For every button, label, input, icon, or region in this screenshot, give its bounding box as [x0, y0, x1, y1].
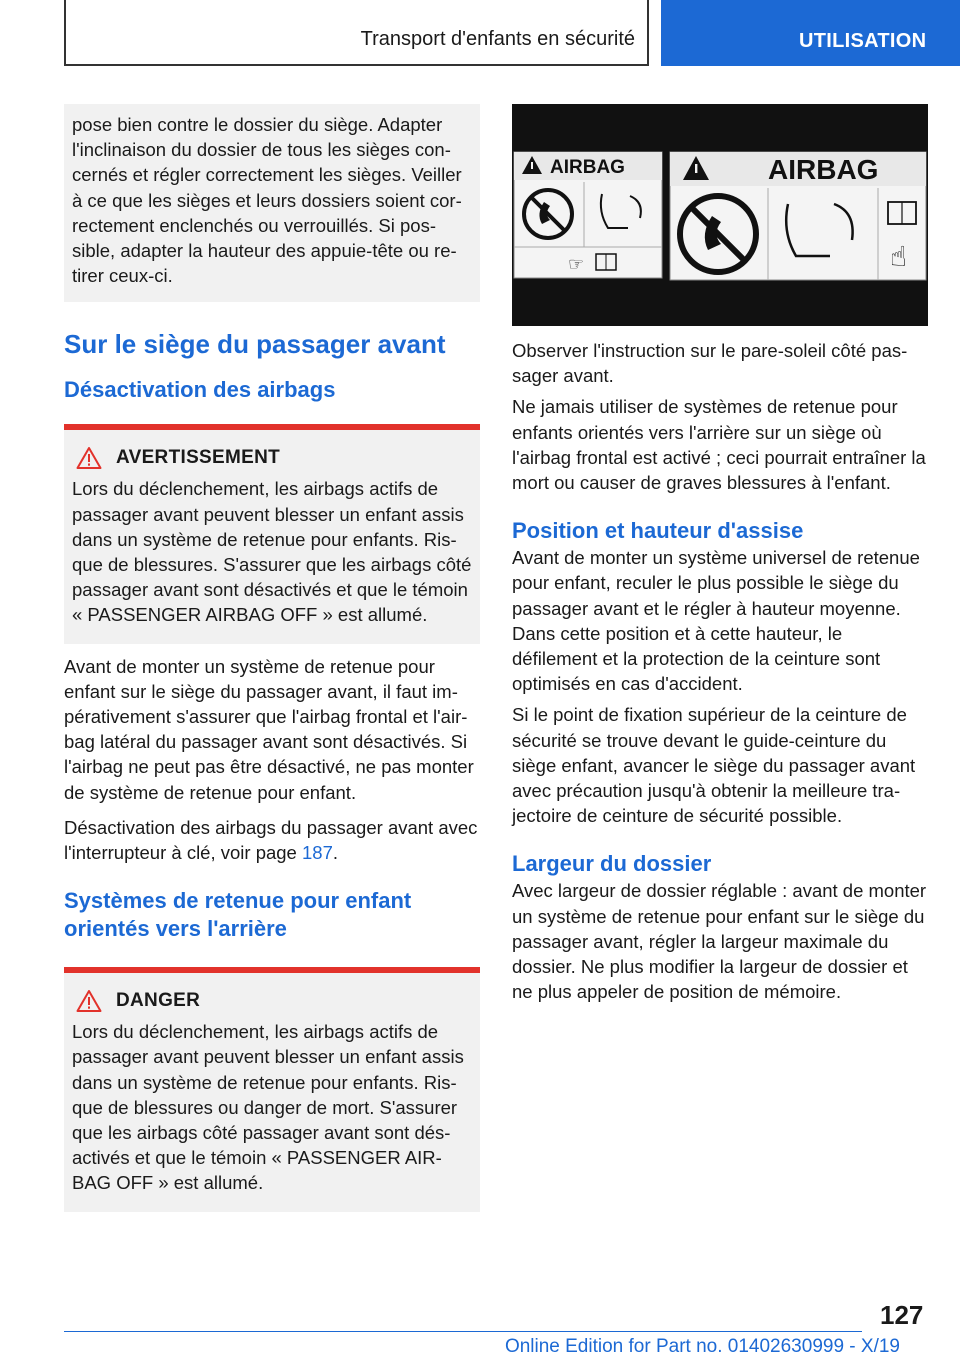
- install-paragraph: Avant de monter un système de retenue pour enfant sur le siège du passager avant, il faut impérativement s'assurer que l'airbag frontal et l'airbag latéral du passager avant sont désactivés. Si l'airbag ne peut pas être désactivé, ne pas monter de système de retenue pour enfant.: [64, 655, 474, 803]
- warning-triangle-icon: [76, 446, 102, 470]
- position-paragraph-2: Si le point de fixation supérieur de la ceinture de sécurité se trouve devant le guide-ceinture du siège enfant, avancer le siège du passager avant avec précaution jusqu'à obtenir la meilleure trajectoire de ceinture de sécurité possible.: [512, 704, 916, 827]
- danger-box: [64, 967, 480, 1211]
- header-chapter-label: UTILISATION: [799, 30, 927, 52]
- page-reference-link[interactable]: 187: [302, 842, 333, 864]
- danger-text: Lors du déclenchement, les airbags actifs de passager avant peuvent blesser un enfant assis dans un système de retenue pour enfants. Risque de blessures ou danger de mort. S'assurer que les airbags côté passager avant sont désactivés et que le témoin « PASSENGER AIRBAG OFF » est allumé.: [72, 1021, 464, 1194]
- observe-paragraph: Observer l'instruction sur le pare-soleil côté passager avant.: [512, 340, 908, 387]
- footer-divider: [64, 1331, 862, 1332]
- header-section-box: [64, 0, 649, 66]
- left-column: [64, 104, 480, 1212]
- footer-edition: Online Edition for Part no. 01402630999 - X/19: [504, 1336, 900, 1357]
- danger-triangle-icon: [76, 989, 102, 1013]
- heading-passenger-seat: Sur le siège du passager avant: [64, 329, 446, 360]
- large-label-text: AIRBAG: [768, 154, 879, 185]
- key-switch-suffix: .: [332, 842, 339, 864]
- small-label-text: AIRBAG: [550, 157, 625, 178]
- heading-airbag-deactivation: Désactivation des airbags: [64, 377, 336, 403]
- intro-box: [64, 104, 480, 302]
- heading-backrest-width: Largeur du dossier: [512, 851, 712, 877]
- svg-text:☞: ☞: [568, 254, 585, 275]
- header-section-title: Transport d'enfants en sécurité: [360, 28, 635, 50]
- warning-box: [64, 424, 480, 643]
- key-switch-text: Désactivation des airbags du passager avant avec l'interrupteur à clé, voir page: [64, 816, 478, 864]
- warning-text: Lors du déclenchement, les airbags actifs de passager avant peuvent blesser un enfant assis dans un système de retenue pour enfants. Risque de blessures. S'assurer que les airbags côté passager avant sont désactivés et que le témoin « PASSENGER AIRBAG OFF » est allumé.: [72, 478, 472, 626]
- header-chapter-tab: [661, 0, 960, 66]
- right-column: [512, 104, 928, 1004]
- warning-header: [72, 446, 472, 470]
- position-paragraph-1: Avant de monter un système universel de retenue pour enfant, reculer le plus possible le siège du passager avant et le régler à hauteur moyenne. Dans cette position et à cette hauteur, le défilement et la protection de la ceinture sont optimisés en cas d'accident.: [512, 547, 920, 695]
- intro-text: pose bien contre le dossier du siège. Adapter l'inclinaison du dossier de tous les sièges concernés et régler correctement les sièges. Veiller à ce que les sièges et leurs dossiers soient correctement enclenchés ou verrouillés. Si possible, adapter la hauteur des appuie-tête ou retirer ceux-ci.: [72, 114, 462, 287]
- danger-title: DANGER: [116, 990, 201, 1012]
- never-use-paragraph: Ne jamais utiliser de systèmes de retenue pour enfants orientés vers l'arrière sur un siège où l'airbag frontal est activé ; ceci pourrait entraîner la mort ou causer de graves blessures à l'enfant.: [512, 396, 926, 494]
- key-switch-paragraph: [64, 815, 480, 865]
- warning-title: AVERTISSEMENT: [116, 447, 281, 469]
- svg-text:☝: ☝: [890, 240, 908, 273]
- airbag-warning-labels-image: [512, 104, 928, 326]
- danger-header: [72, 989, 472, 1013]
- page-header: [0, 0, 960, 66]
- heading-seat-position: Position et hauteur d'assise: [512, 518, 804, 544]
- width-paragraph: Avec largeur de dossier réglable : avant de monter un système de retenue pour enfant sur le siège du passager avant, régler la largeur maximale du dossier. Ne plus modifier la largeur de dossier et ne plus appeler de position de mémoire.: [512, 880, 927, 1003]
- heading-rear-facing: Systèmes de retenue pour enfant orientés vers l'arrière: [64, 888, 412, 942]
- page-number: 127: [880, 1300, 924, 1330]
- airbag-label-photo: [512, 104, 928, 326]
